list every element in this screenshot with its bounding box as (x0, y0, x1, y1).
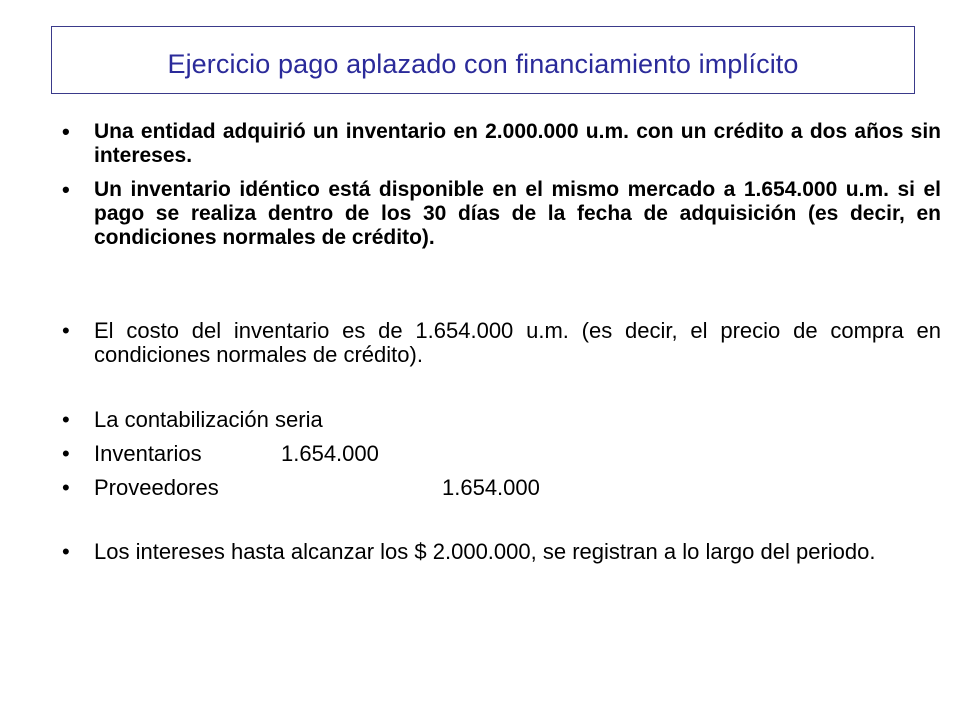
credit-amount: 1.654.000 (442, 475, 540, 500)
bullet-item-2 (62, 178, 941, 250)
bullet-text-4: La contabilización seria (94, 407, 323, 432)
bullet-item-1 (62, 120, 941, 168)
bullet-icon: • (62, 177, 70, 202)
bullet-icon: • (62, 318, 70, 343)
bullet-text-7: Los intereses hasta alcanzar los $ 2.000.000, se registran a lo largo del periodo. (94, 539, 876, 564)
bullet-icon: • (62, 475, 70, 500)
bullet-icon: • (62, 441, 70, 466)
bullet-text-2: Un inventario idéntico está disponible en el mismo mercado a 1.654.000 u.m. si el pago se realiza dentro de los 30 días de la fecha de adquisición (es decir, en condiciones normales de crédito). (94, 178, 941, 249)
bullet-item-7 (62, 540, 941, 564)
account-label-inventarios: Inventarios (94, 441, 202, 466)
bullet-item-6 (62, 476, 941, 500)
bullet-item-4 (62, 408, 941, 432)
debit-amount: 1.654.000 (281, 441, 379, 466)
account-label-proveedores: Proveedores (94, 475, 219, 500)
title-box (51, 26, 915, 94)
slide-title: Ejercicio pago aplazado con financiamiento implícito (167, 48, 799, 79)
bullet-icon: • (62, 119, 70, 144)
bullet-icon: • (62, 539, 70, 564)
bullet-icon: • (62, 407, 70, 432)
bullet-text-3: El costo del inventario es de 1.654.000 u.m. (es decir, el precio de compra en condiciones normales de crédito). (94, 318, 941, 367)
bullet-text-1: Una entidad adquirió un inventario en 2.000.000 u.m. con un crédito a dos años sin intereses. (94, 120, 941, 167)
bullet-item-3 (62, 319, 941, 367)
bullet-item-5 (62, 442, 941, 466)
